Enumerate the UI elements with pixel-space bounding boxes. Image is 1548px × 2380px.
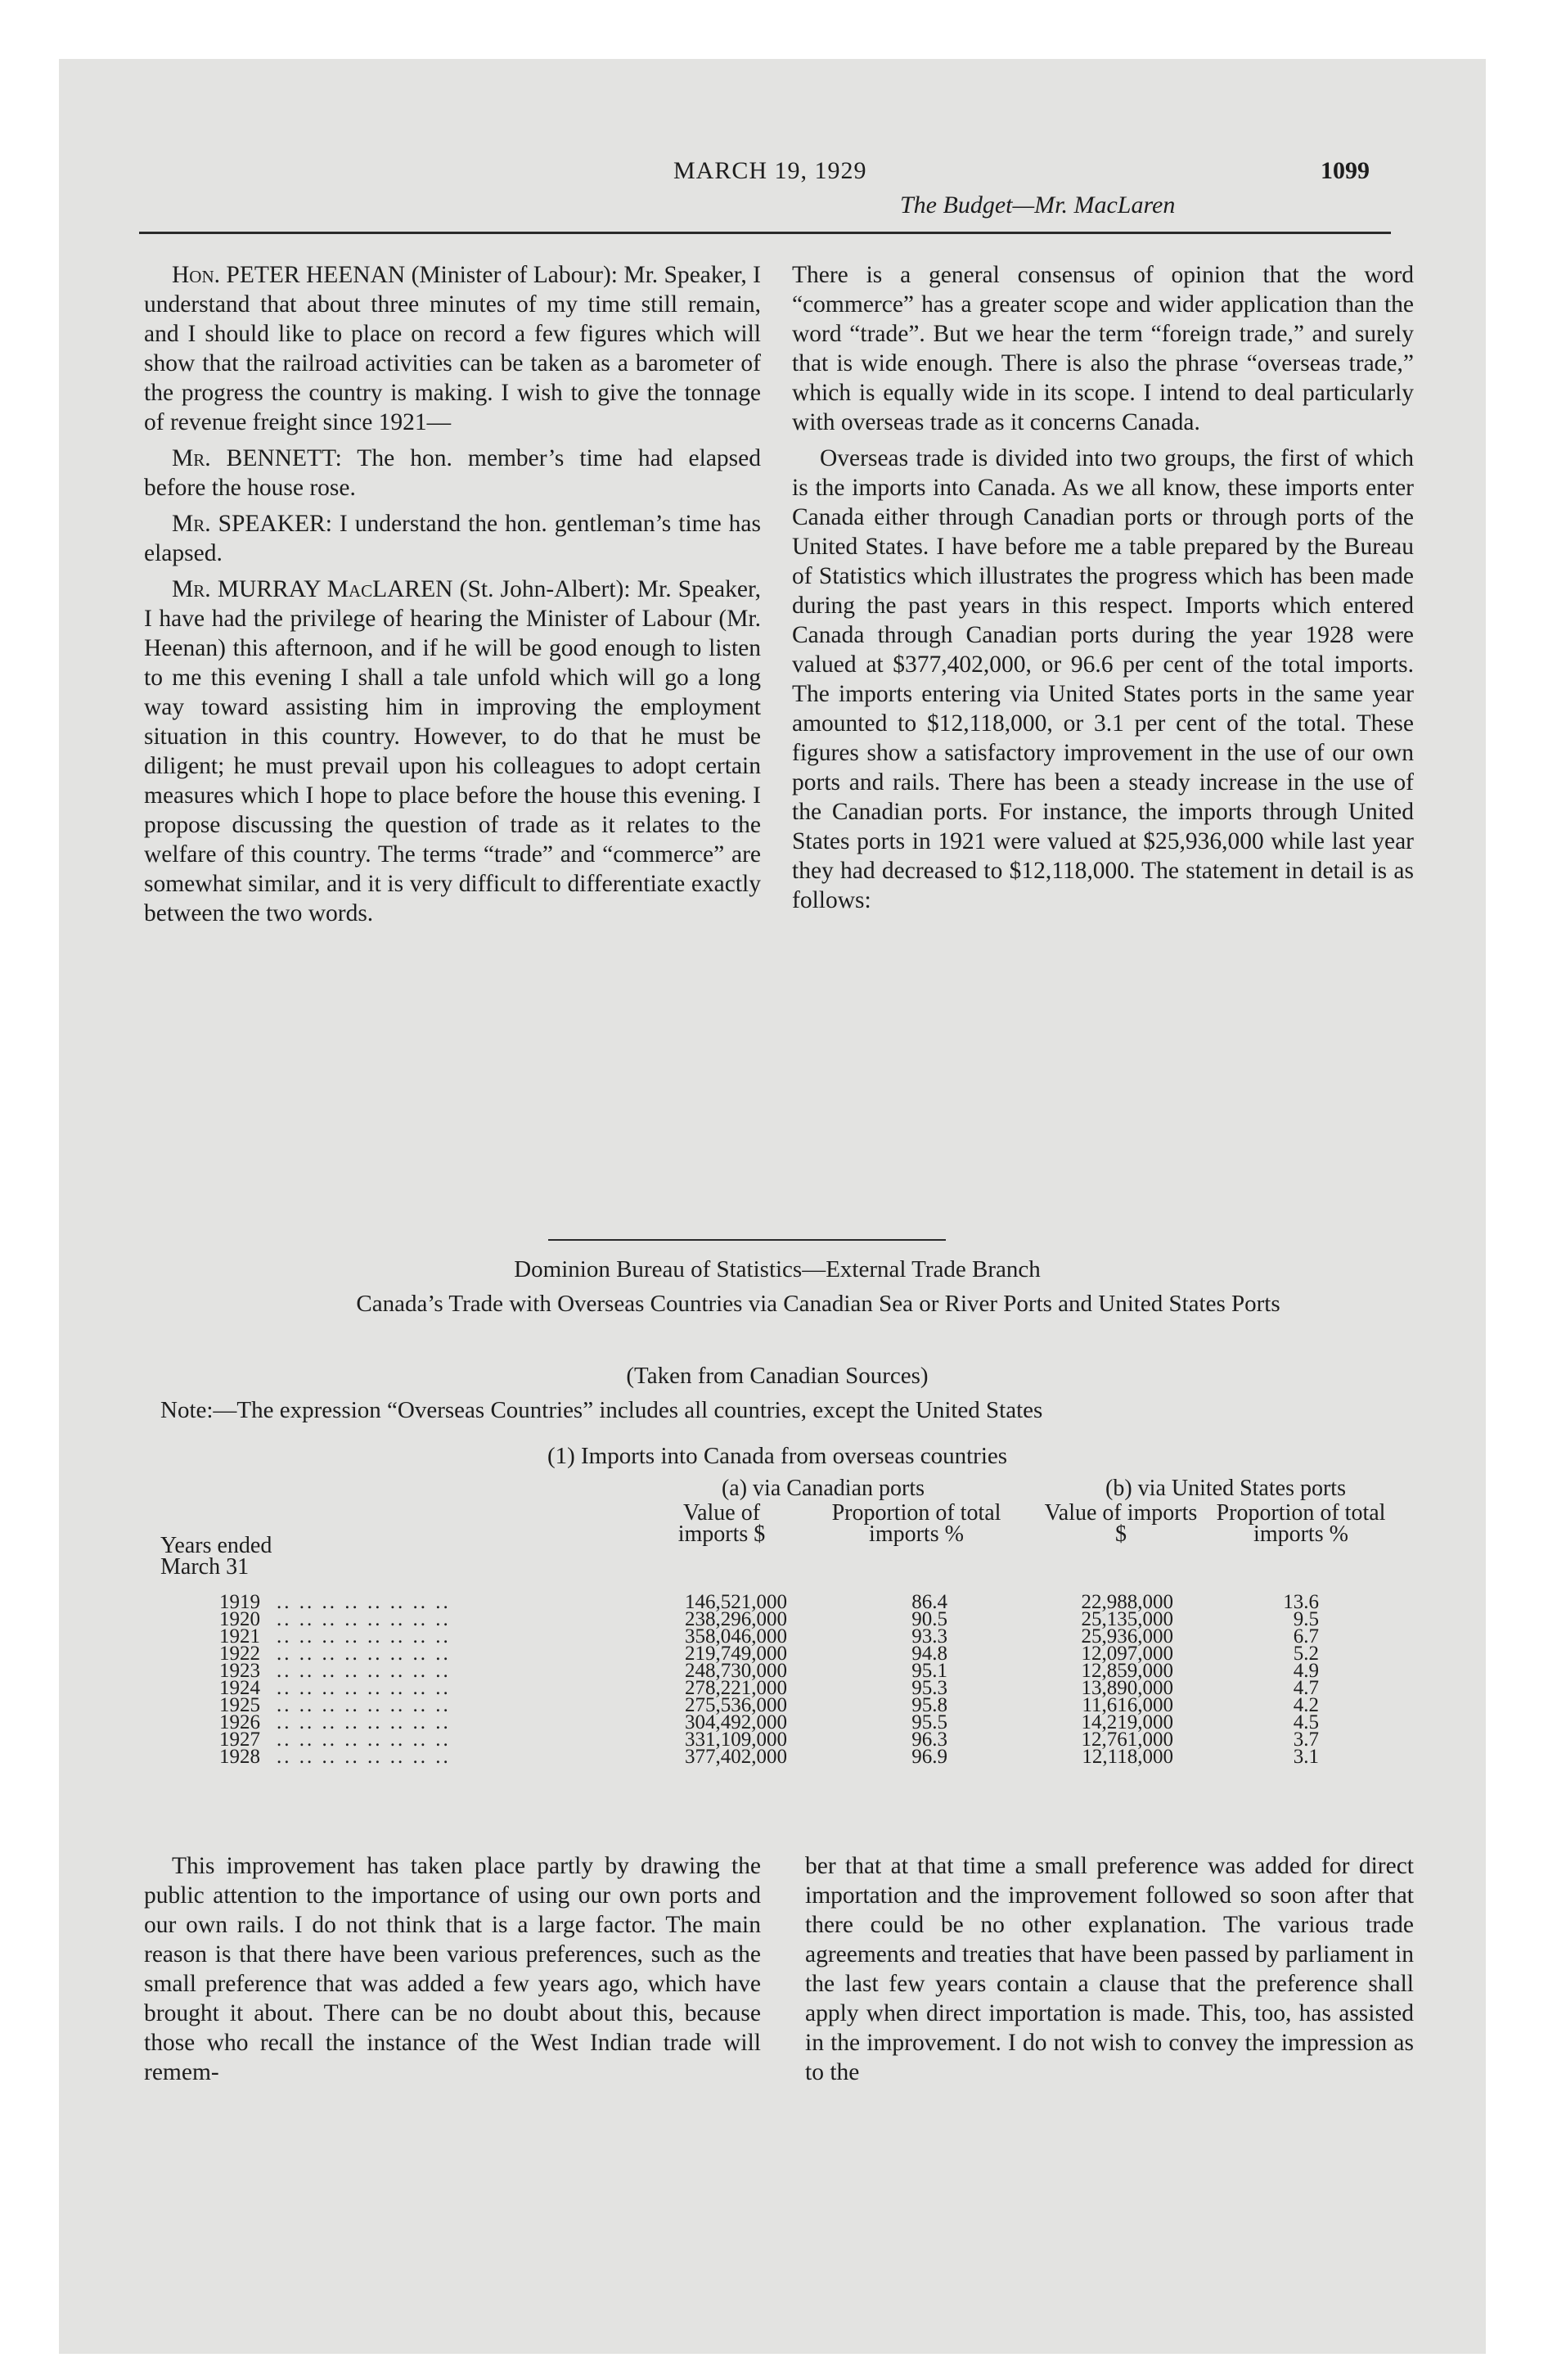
cell-value-canadian: 278,221,000 [685, 1677, 787, 1699]
cell-value-us: 12,118,000 [1082, 1746, 1173, 1768]
cell-value-canadian: 331,109,000 [685, 1729, 787, 1751]
cell-year: 1919 [219, 1591, 260, 1613]
cell-proportion-canadian: 86.4 [911, 1591, 947, 1613]
paragraph-speaker: Mr. SPEAKER: I understand the hon. gentleman’s time has elapsed. [144, 511, 761, 566]
paragraph-maclaren: Mr. MURRAY MacLAREN (St. John-Albert): Mr. Speaker, I have had the privilege of hearing the Minister of Labour (Mr. Heenan) this afternoon, and if he will be good enough to listen to me this evening I shall a tale unfold which will go a long way toward assisting him in improving the employment situation in this country. However, to do that he must be diligent; he must prevail upon his colleagues to adopt certain measures which I hope to place before the house this evening. I propose discussing the question of trade as it relates to the welfare of this country. The terms “trade” and “commerce” are somewhat similar, and it is very difficult to differentiate exactly between the two words. [144, 576, 761, 926]
cell-value-us: 25,135,000 [1081, 1608, 1173, 1630]
cell-value-canadian: 238,296,000 [685, 1608, 787, 1630]
cell-proportion-canadian: 96.9 [911, 1746, 947, 1768]
dot-leader: .. .. .. .. .. .. .. .. [277, 1625, 451, 1648]
paragraph-bennett: Mr. BENNETT: The hon. member’s time had elapsed before the house rose. [144, 445, 761, 501]
cell-proportion-canadian: 95.5 [911, 1711, 947, 1733]
cell-value-canadian: 146,521,000 [685, 1591, 787, 1613]
running-head: The Budget—Mr. MacLaren [900, 192, 1176, 219]
group-header-canadian-ports: (a) via Canadian ports [721, 1476, 925, 1501]
speaker-name: Hon. PETER HEENAN [172, 262, 406, 288]
group-header-us-ports: (b) via United States ports [1105, 1476, 1346, 1501]
cell-value-us: 12,761,000 [1081, 1729, 1173, 1751]
table-title: Dominion Bureau of Statistics—External Trade Branch [514, 1256, 1041, 1282]
table-subtitle: Canada’s Trade with Overseas Countries via Canadian Sea or River Ports and United States Ports [356, 1291, 1280, 1317]
paragraph: This improvement has taken place partly by drawing the public attention to the importance of using our own ports and our own rails. I do not think that is a large factor. The main reason is that there have been various preferences, such as the small preference that was added a few years ago, which have brought it about. There can be no doubt about this, because those who recall the instance of the West Indian trade will remem- [144, 1853, 761, 2085]
cell-value-canadian: 304,492,000 [685, 1711, 787, 1733]
cell-value-us: 12,859,000 [1081, 1660, 1173, 1682]
cell-proportion-canadian: 90.5 [911, 1608, 947, 1630]
cell-value-canadian: 219,749,000 [685, 1643, 787, 1665]
cell-proportion-canadian: 95.1 [911, 1660, 947, 1682]
left-column-top [144, 260, 761, 935]
paragraph: Overseas trade is divided into two groups, the first of which is the imports into Canada. As we all know, these imports enter Canada either through Canadian ports or through ports of the United States. I have before me a table prepared by the Bureau of Statistics which illustrates the progress which has been made during the past years in this respect. Imports which entered Canada through Canadian ports during the year 1928 were valued at $377,402,000, or 96.6 per cent of the total imports. The imports entering via United States ports in the same year amounted to $12,118,000, or 3.1 per cent of the total. These figures show a satisfactory improvement in the use of our own ports and rails. There has been a steady increase in the use of the Canadian ports. For instance, the imports through United States ports in 1921 were valued at $25,936,000 while last year they had decreased to $12,118,000. The statement in detail is as follows: [792, 445, 1414, 913]
dot-leader: .. .. .. .. .. .. .. .. [277, 1591, 451, 1613]
page-date: MARCH 19, 1929 [673, 157, 867, 184]
dot-leader: .. .. .. .. .. .. .. .. [277, 1660, 451, 1682]
cell-value-us: 13,890,000 [1081, 1677, 1173, 1699]
cell-year: 1921 [219, 1625, 260, 1648]
header-rule [139, 232, 1391, 234]
dot-leader: .. .. .. .. .. .. .. .. [277, 1643, 451, 1665]
table-section-heading: (1) Imports into Canada from overseas countries [547, 1443, 1008, 1469]
cell-year: 1926 [219, 1711, 260, 1733]
cell-proportion-us: 9.5 [1293, 1608, 1319, 1630]
speaker-name: Mr. BENNETT: [172, 445, 342, 471]
cell-proportion-canadian: 94.8 [911, 1643, 947, 1665]
cell-value-us: 12,097,000 [1081, 1643, 1173, 1665]
dot-leader: .. .. .. .. .. .. .. .. [277, 1608, 451, 1630]
cell-year: 1925 [219, 1694, 260, 1716]
column-header-proportion-a: Proportion of total imports % [831, 1500, 1001, 1547]
cell-year: 1927 [219, 1729, 260, 1751]
column-header-value-b: Value of imports $ [1044, 1500, 1198, 1547]
dot-leader: .. .. .. .. .. .. .. .. [277, 1746, 451, 1768]
cell-proportion-us: 4.5 [1293, 1711, 1319, 1733]
cell-value-us: 11,616,000 [1082, 1694, 1173, 1716]
dot-leader: .. .. .. .. .. .. .. .. [277, 1677, 451, 1699]
table-note: Note:—The expression “Overseas Countries” includes all countries, except the United States [160, 1397, 1043, 1423]
dot-leader: .. .. .. .. .. .. .. .. [277, 1711, 451, 1733]
speaker-name: Mr. SPEAKER: [172, 511, 332, 537]
column-header-proportion-b: Proportion of total imports % [1216, 1500, 1386, 1547]
cell-proportion-canadian: 95.8 [911, 1694, 947, 1716]
cell-proportion-canadian: 96.3 [911, 1729, 947, 1751]
right-column-bottom [805, 1851, 1414, 2094]
left-column-bottom [144, 1851, 761, 2094]
cell-value-canadian: 377,402,000 [685, 1746, 787, 1768]
cell-value-canadian: 275,536,000 [685, 1694, 787, 1716]
table-row [0, 1746, 1548, 1768]
page-number: 1099 [1321, 157, 1370, 184]
cell-value-us: 22,988,000 [1081, 1591, 1173, 1613]
cell-value-canadian: 248,730,000 [685, 1660, 787, 1682]
speaker-name: Mr. MURRAY MacLAREN [172, 576, 453, 602]
table-source: (Taken from Canadian Sources) [626, 1363, 929, 1389]
cell-year: 1924 [219, 1677, 260, 1699]
cell-year: 1920 [219, 1608, 260, 1630]
cell-value-us: 14,219,000 [1081, 1711, 1173, 1733]
cell-proportion-us: 3.1 [1293, 1746, 1319, 1768]
cell-proportion-us: 13.6 [1283, 1591, 1319, 1613]
cell-proportion-us: 5.2 [1293, 1643, 1319, 1665]
cell-proportion-canadian: 95.3 [911, 1677, 947, 1699]
cell-year: 1922 [219, 1643, 260, 1665]
dot-leader: .. .. .. .. .. .. .. .. [277, 1694, 451, 1716]
cell-proportion-us: 4.7 [1293, 1677, 1319, 1699]
dot-leader: .. .. .. .. .. .. .. .. [277, 1729, 451, 1751]
right-column-top [792, 260, 1414, 922]
column-header-year: Years ended March 31 [160, 1533, 272, 1580]
cell-year: 1928 [219, 1746, 260, 1768]
cell-proportion-us: 3.7 [1293, 1729, 1319, 1751]
cell-proportion-us: 4.9 [1293, 1660, 1319, 1682]
column-header-value-a: Value of imports $ [677, 1500, 766, 1547]
cell-year: 1923 [219, 1660, 260, 1682]
section-rule [548, 1239, 946, 1241]
cell-proportion-us: 4.2 [1293, 1694, 1319, 1716]
cell-proportion-us: 6.7 [1293, 1625, 1319, 1648]
paragraph-heenan: Hon. PETER HEENAN (Minister of Labour): Mr. Speaker, I understand that about three minutes of my time still remain, and I should like to place on record a few figures which will show that the railroad activities can be taken as a barometer of the progress the country is making. I wish to give the tonnage of revenue freight since 1921— [144, 262, 761, 435]
paragraph: ber that at that time a small preference was added for direct importation and the improvement followed so soon after that there could be no other explanation. The various trade agreements and treaties that have been passed by parliament in the last few years contain a clause that the preference shall apply when direct importation is made. This, too, has assisted in the improvement. I do not wish to convey the impression as to the [805, 1853, 1414, 2085]
cell-value-us: 25,936,000 [1081, 1625, 1173, 1648]
paragraph: There is a general consensus of opinion that the word “commerce” has a greater scope and wider application than the word “trade”. But we hear the term “foreign trade,” and surely that is wide enough. There is also the phrase “overseas trade,” which is equally wide in its scope. I intend to deal particularly with overseas trade as it concerns Canada. [792, 262, 1414, 435]
cell-value-canadian: 358,046,000 [685, 1625, 787, 1648]
cell-proportion-canadian: 93.3 [911, 1625, 947, 1648]
